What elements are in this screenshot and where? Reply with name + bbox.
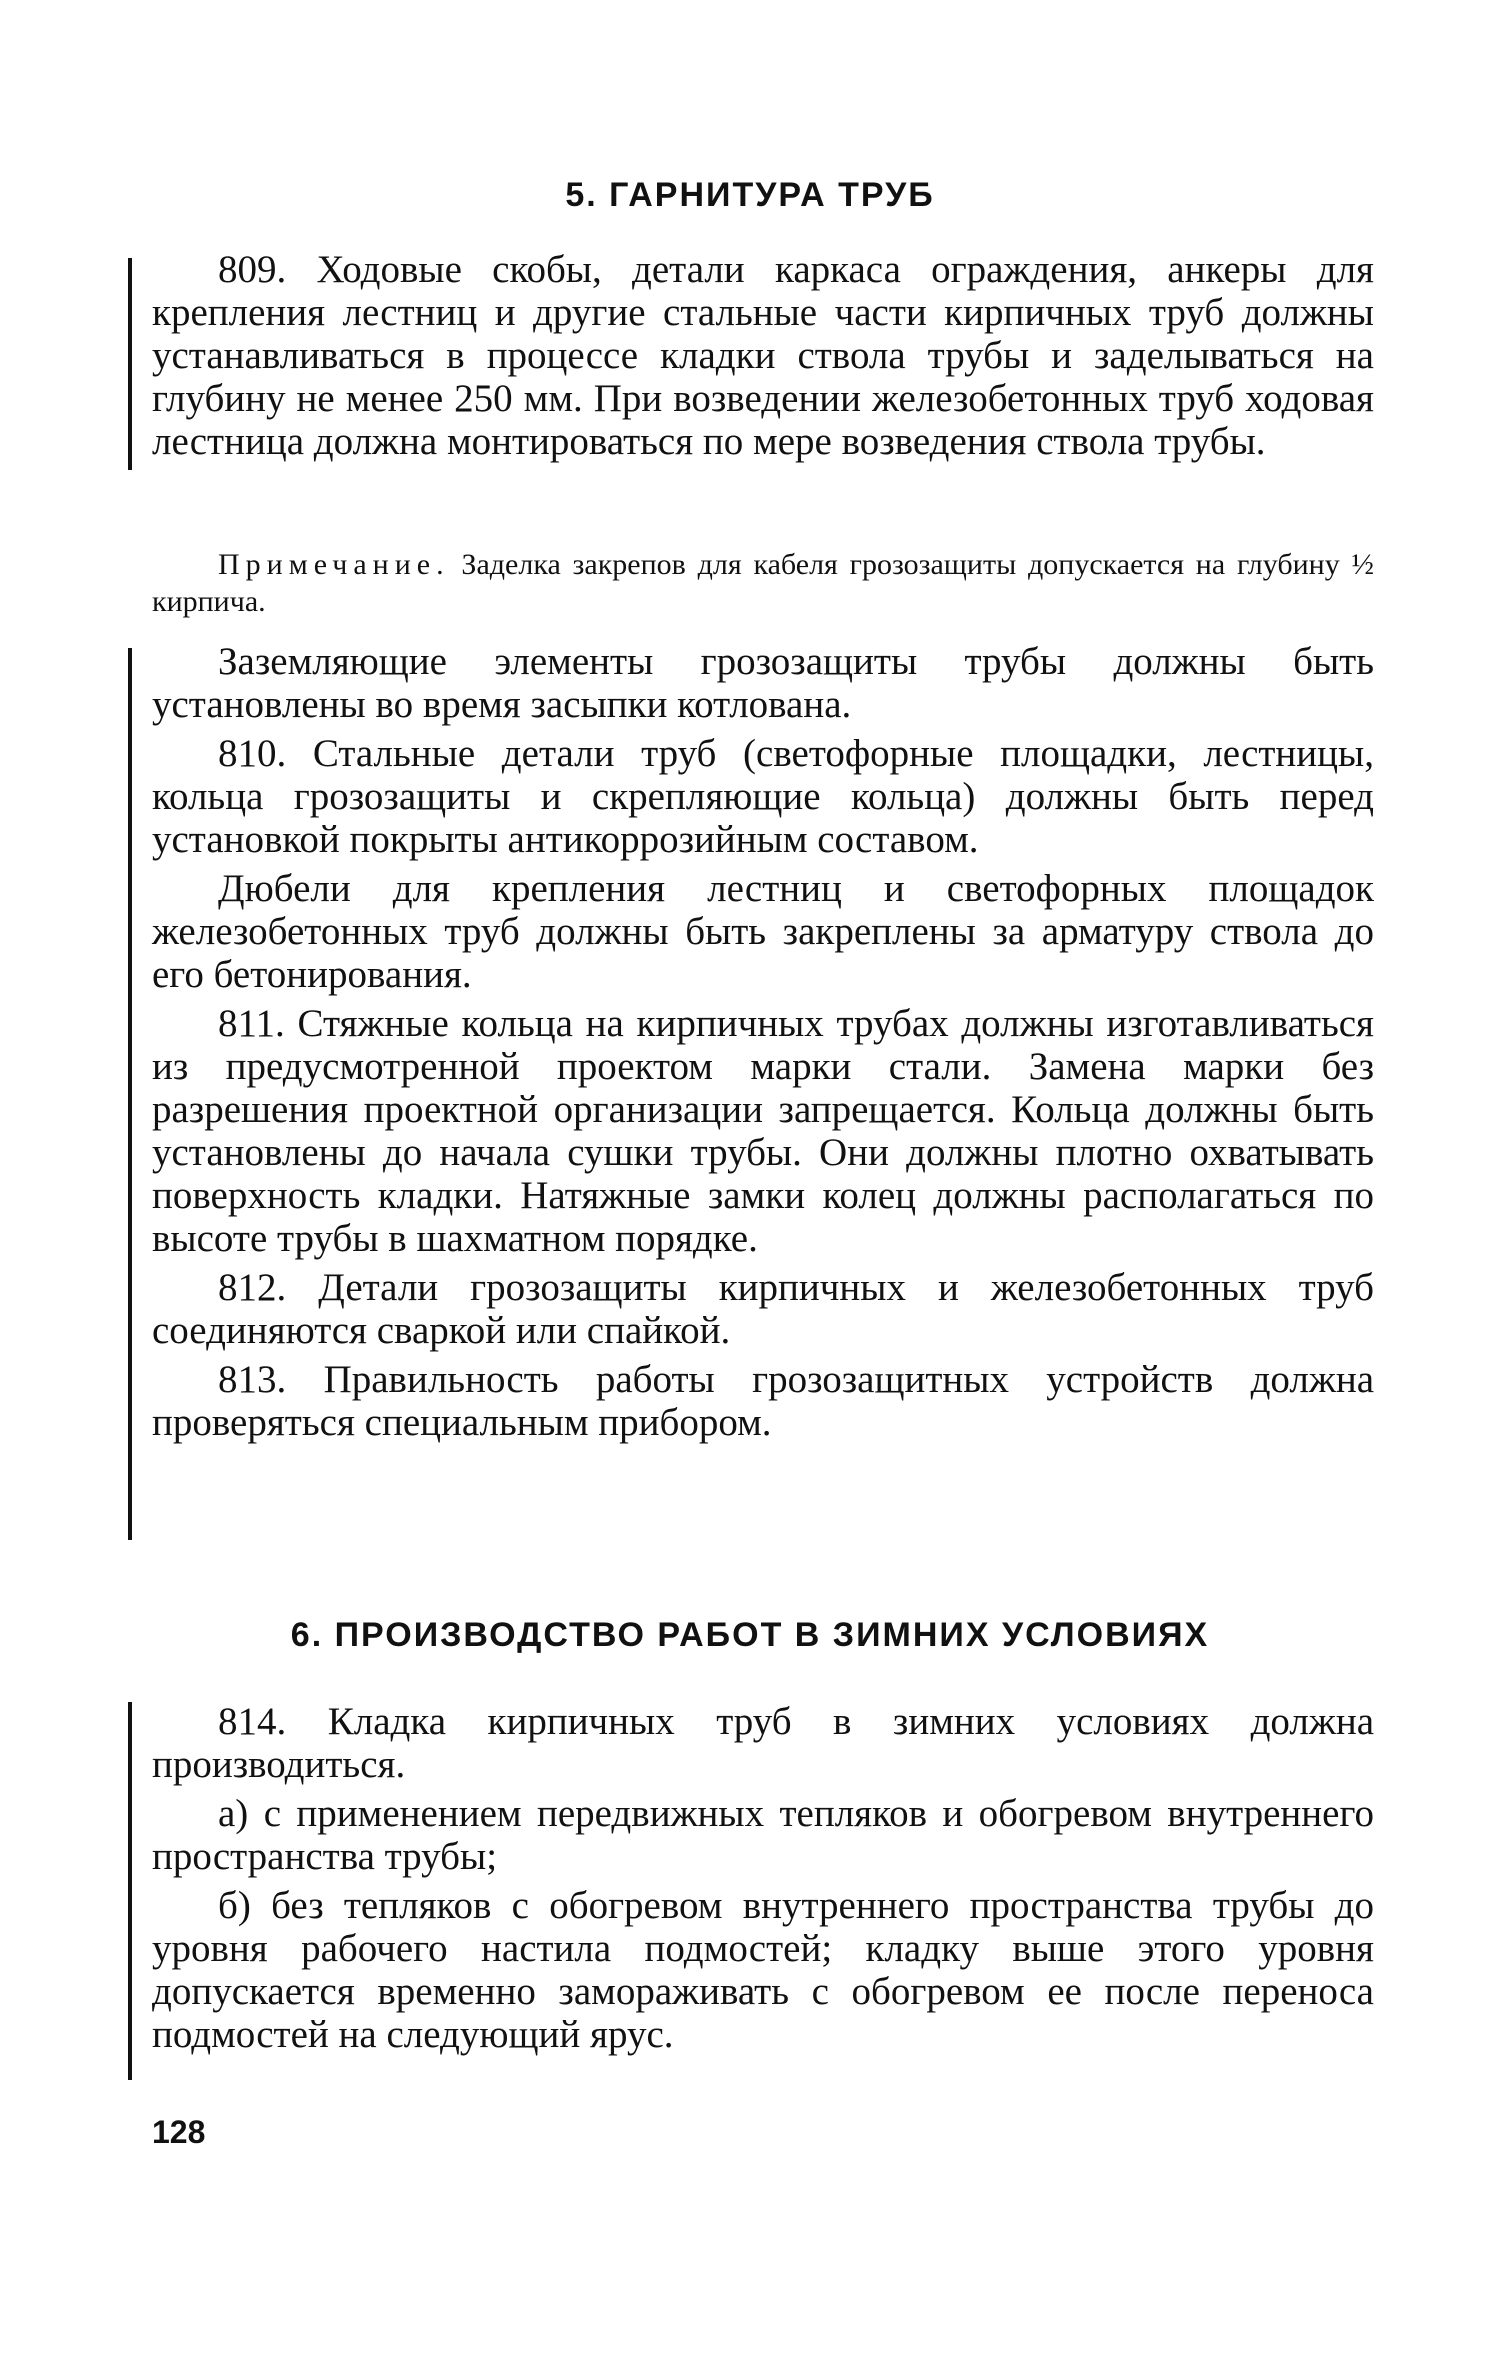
section-6-block [152,1700,1374,2056]
note-text: Заделка закрепов для кабеля грозозащиты допускается на глубину ½ кирпича. [152,548,1374,618]
margin-change-bar [128,648,132,1540]
margin-change-bar [128,258,132,470]
paragraph-dowels: Дюбели для крепления лестниц и светофорных площадок железобетонных труб должны быть закреплены за арматуру ствола до его бетонирования. [152,867,1374,996]
section-5-title: 5. ГАРНИТУРА ТРУБ [565,176,935,214]
section-5-block-2 [152,640,1374,1444]
list-item-b: б) без тепляков с обогревом внутреннего пространства трубы до уровня рабочего настила подмостей; кладку выше этого уровня допускается временно замораживать с обогревом ее после переноса подмостей на следующий ярус. [152,1884,1374,2056]
paragraph-grounding: Заземляющие элементы грозозащиты трубы должны быть установлены во время засыпки котлована. [152,640,1374,726]
paragraph-810: 810. Стальные детали труб (светофорные площадки, лестницы, кольца грозозащиты и скрепляющие кольца) должны быть перед установкой покрыты антикоррозийным составом. [152,732,1374,861]
note-label: Примечание. [218,548,450,581]
paragraph-813: 813. Правильность работы грозозащитных устройств должна проверяться специальным прибором. [152,1358,1374,1444]
note [152,546,1374,620]
section-6-title: 6. ПРОИЗВОДСТВО РАБОТ В ЗИМНИХ УСЛОВИЯХ [290,1616,1210,1654]
paragraph-811: 811. Стяжные кольца на кирпичных трубах должны изготавливаться из предусмотренной проектом марки стали. Замена марки без разрешения проектной организации запрещается. Кольца должны быть установлены до начала сушки трубы. Они должны плотно охватывать поверхность кладки. Натяжные замки колец должны располагаться по высоте трубы в шахматном порядке. [152,1002,1374,1260]
paragraph-814: 814. Кладка кирпичных труб в зимних условиях должна производиться. [152,1700,1374,1786]
paragraph-809: 809. Ходовые скобы, детали каркаса ограждения, анкеры для крепления лестниц и другие стальные части кирпичных труб должны устанавливаться в процессе кладки ствола трубы и заделываться на глубину не менее 250 мм. При возведении железобетонных труб ходовая лестница должна монтироваться по мере возведения ствола трубы. [152,248,1374,463]
margin-change-bar [128,1702,132,2080]
paragraph-812: 812. Детали грозозащиты кирпичных и железобетонных труб соединяются сваркой или спайкой. [152,1266,1374,1352]
page-number: 128 [152,2114,206,2150]
list-item-a: а) с применением передвижных тепляков и обогревом внутреннего пространства трубы; [152,1792,1374,1878]
section-5-block-1 [152,248,1374,463]
